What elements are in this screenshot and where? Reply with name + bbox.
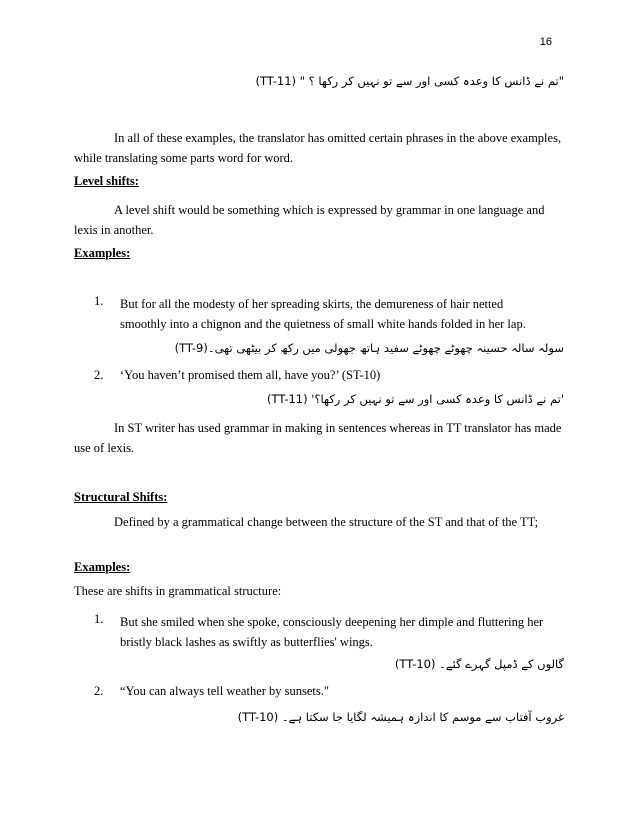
urdu-translation-tt9: سولہ سالہ حسینہ چھوٹے چھوٹے سفید ہاتھ جھولی میں رکھ کر بیٹھی تھی۔(TT-9)	[174, 341, 564, 355]
heading-examples-level: Examples:	[74, 246, 131, 260]
example-english-3: But she smiled when she spoke, consciously deepening her dimple and fluttering her bristly black lashes as swiftly as butterflies' wings.	[120, 615, 544, 649]
heading-level-shifts: Level shifts:	[74, 174, 139, 188]
list-item	[74, 294, 564, 334]
list-number: 2.	[94, 684, 104, 698]
paragraph-omission-summary: In all of these examples, the translator has omitted certain phrases in the above examples, while translating some parts word for word.	[74, 131, 562, 165]
paragraph-structural-definition: Defined by a grammatical change between the structure of the ST and that of the TT;	[114, 515, 539, 529]
paragraph-grammar-vs-lexis: In ST writer has used grammar in making in sentences whereas in TT translator has made use of lexis.	[74, 421, 562, 455]
list-item	[74, 368, 564, 383]
heading-examples-structural: Examples:	[74, 560, 131, 574]
list-item	[74, 612, 564, 652]
urdu-translation-tt10-a: گالوں کے ڈمپل گہرے گئے۔ (TT-10)	[394, 657, 564, 671]
paragraph-examples-intro: These are shifts in grammatical structure:	[74, 584, 282, 598]
example-english-4: “You can always tell weather by sunsets."	[120, 684, 329, 698]
paragraph-level-shift-definition: A level shift would be something which is expressed by grammar in one language and lexis in another.	[74, 203, 545, 237]
list-number: 2.	[94, 368, 104, 382]
urdu-translation-tt11: 'تم نے ڈانس کا وعدہ کسی اور سے تو نہیں کر رکھا؟' (TT-11)	[267, 392, 564, 406]
list-number: 1.	[94, 612, 104, 626]
list-number: 1.	[94, 294, 104, 308]
heading-structural-shifts: Structural Shifts:	[74, 490, 168, 504]
urdu-translation-tt11-top: "تم نے ڈانس کا وعدہ کسی اور سے تو نہیں کر رکھا ؟ " (TT-11)	[255, 74, 564, 88]
urdu-translation-tt10-b: غروب آفتاب سے موسم کا اندازہ ہمیشہ لگایا جا سکتا ہے۔ (TT-10)	[237, 710, 564, 724]
page-number: 16	[539, 36, 552, 48]
list-item	[74, 684, 564, 699]
example-english-2: ‘You haven’t promised them all, have you?’ (ST-10)	[120, 368, 381, 382]
example-english-1: But for all the modesty of her spreading skirts, the demureness of hair netted smoothly into a chignon and the quietness of small white hands folded in her lap.	[120, 297, 526, 331]
